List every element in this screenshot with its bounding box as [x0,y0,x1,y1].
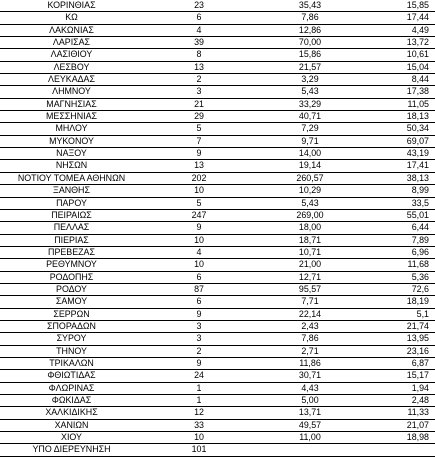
table-row [0,296,435,308]
average-cell: 5,43 [255,86,365,98]
region-name-cell: ΥΠΟ ΔΙΕΡΕΥΝΗΣΗ [0,444,143,456]
incidence-cell: 1,94 [365,382,435,394]
table-row [0,246,435,258]
average-cell: 5,00 [255,395,365,407]
incidence-cell: 23,16 [365,345,435,357]
average-cell: 7,29 [255,123,365,135]
table-row [0,61,435,73]
region-name-cell: ΜΗΛΟΥ [0,123,143,135]
average-cell: 7,86 [255,333,365,345]
new-cases-cell: 10 [143,185,255,197]
table-row [0,49,435,61]
table-row [0,432,435,444]
table-row [0,209,435,221]
region-name-cell: ΧΑΝΙΩΝ [0,419,143,431]
region-name-cell: ΡΟΔΟΥ [0,283,143,295]
incidence-cell: 21,07 [365,419,435,431]
table-row [0,135,435,147]
region-name-cell: ΠΡΕΒΕΖΑΣ [0,246,143,258]
incidence-cell: 2,48 [365,395,435,407]
region-name-cell: ΚΟΡΙΝΘΙΑΣ [0,0,143,12]
incidence-cell: 10,61 [365,49,435,61]
average-cell: 21,57 [255,61,365,73]
average-cell: 11,00 [255,432,365,444]
new-cases-cell: 1 [143,395,255,407]
table-row [0,160,435,172]
table-row [0,395,435,407]
average-cell: 13,71 [255,407,365,419]
region-name-cell: ΝΗΣΩΝ [0,160,143,172]
incidence-cell: 17,41 [365,160,435,172]
new-cases-cell: 6 [143,12,255,24]
new-cases-cell: 24 [143,370,255,382]
table-row [0,444,435,456]
incidence-cell: 69,07 [365,135,435,147]
region-name-cell: ΜΑΓΝΗΣΙΑΣ [0,98,143,110]
region-name-cell: ΦΩΚΙΔΑΣ [0,395,143,407]
incidence-cell: 17,44 [365,12,435,24]
incidence-cell: 50,34 [365,123,435,135]
incidence-cell: 11,05 [365,98,435,110]
incidence-cell: 5,36 [365,271,435,283]
incidence-cell: 17,38 [365,86,435,98]
incidence-cell: 72,6 [365,283,435,295]
new-cases-cell: 2 [143,345,255,357]
region-name-cell: ΧΙΟΥ [0,432,143,444]
incidence-cell: 11,68 [365,259,435,271]
average-cell: 260,57 [255,172,365,184]
average-cell: 18,71 [255,234,365,246]
new-cases-cell: 3 [143,333,255,345]
new-cases-cell: 13 [143,160,255,172]
average-cell: 7,71 [255,296,365,308]
average-cell: 10,71 [255,246,365,258]
average-cell: 12,86 [255,24,365,36]
incidence-cell: 4,49 [365,24,435,36]
incidence-cell: 18,13 [365,111,435,123]
incidence-cell [365,444,435,456]
table-row [0,12,435,24]
new-cases-cell: 9 [143,222,255,234]
region-name-cell: ΣΥΡΟΥ [0,333,143,345]
new-cases-cell: 1 [143,382,255,394]
new-cases-cell: 9 [143,308,255,320]
table-row [0,37,435,49]
table-row [0,185,435,197]
average-cell: 7,86 [255,12,365,24]
average-cell: 2,43 [255,320,365,332]
table-row [0,86,435,98]
table-row [0,333,435,345]
incidence-cell: 13,95 [365,333,435,345]
region-name-cell: ΠΑΡΟΥ [0,197,143,209]
average-cell: 21,00 [255,259,365,271]
average-cell: 30,71 [255,370,365,382]
new-cases-cell: 39 [143,37,255,49]
table-row [0,98,435,110]
new-cases-cell: 9 [143,357,255,369]
region-name-cell: ΛΗΜΝΟΥ [0,86,143,98]
incidence-cell: 15,85 [365,0,435,12]
table-row [0,24,435,36]
average-cell: 70,00 [255,37,365,49]
average-cell: 49,57 [255,419,365,431]
average-cell: 4,43 [255,382,365,394]
table-row [0,123,435,135]
region-name-cell: ΜΥΚΟΝΟΥ [0,135,143,147]
new-cases-cell: 8 [143,49,255,61]
new-cases-cell: 10 [143,259,255,271]
new-cases-cell: 6 [143,296,255,308]
region-name-cell: ΞΑΝΘΗΣ [0,185,143,197]
table-row [0,308,435,320]
new-cases-cell: 33 [143,419,255,431]
average-cell: 22,14 [255,308,365,320]
new-cases-cell: 2 [143,74,255,86]
table-row [0,407,435,419]
new-cases-cell: 87 [143,283,255,295]
new-cases-cell: 3 [143,320,255,332]
average-cell: 269,00 [255,209,365,221]
region-name-cell: ΛΕΥΚΑΔΑΣ [0,74,143,86]
new-cases-cell: 21 [143,98,255,110]
region-name-cell: ΣΑΜΟΥ [0,296,143,308]
average-cell: 95,57 [255,283,365,295]
region-name-cell: ΛΑΡΙΣΑΣ [0,37,143,49]
incidence-cell: 15,04 [365,61,435,73]
average-cell [255,444,365,456]
new-cases-cell: 9 [143,148,255,160]
region-name-cell: ΛΕΣΒΟΥ [0,61,143,73]
table-row [0,148,435,160]
new-cases-cell: 5 [143,123,255,135]
new-cases-cell: 247 [143,209,255,221]
average-cell: 11,86 [255,357,365,369]
incidence-cell: 6,96 [365,246,435,258]
table-row [0,345,435,357]
incidence-cell: 5,1 [365,308,435,320]
average-cell: 10,29 [255,185,365,197]
region-name-cell: ΦΛΩΡΙΝΑΣ [0,382,143,394]
incidence-cell: 7,89 [365,234,435,246]
new-cases-cell: 12 [143,407,255,419]
region-name-cell: ΝΟΤΙΟΥ ΤΟΜΕΑ ΑΘΗΝΩΝ [0,172,143,184]
incidence-cell: 6,44 [365,222,435,234]
region-name-cell: ΛΑΚΩΝΙΑΣ [0,24,143,36]
average-cell: 9,71 [255,135,365,147]
incidence-cell: 13,72 [365,37,435,49]
new-cases-cell: 13 [143,61,255,73]
incidence-cell: 21,74 [365,320,435,332]
incidence-cell: 55,01 [365,209,435,221]
table-row [0,283,435,295]
table-row [0,172,435,184]
table-row [0,197,435,209]
table-row [0,222,435,234]
incidence-cell: 33,5 [365,197,435,209]
average-cell: 18,00 [255,222,365,234]
table-row [0,320,435,332]
new-cases-cell: 23 [143,0,255,12]
new-cases-cell: 4 [143,24,255,36]
region-name-cell: ΠΕΙΡΑΙΩΣ [0,209,143,221]
table-row [0,382,435,394]
region-name-cell: ΚΩ [0,12,143,24]
incidence-cell: 6,87 [365,357,435,369]
average-cell: 15,86 [255,49,365,61]
average-cell: 14,00 [255,148,365,160]
incidence-cell: 15,17 [365,370,435,382]
table-row [0,234,435,246]
table-row [0,111,435,123]
new-cases-cell: 10 [143,234,255,246]
average-cell: 35,43 [255,0,365,12]
region-name-cell: ΧΑΛΚΙΔΙΚΗΣ [0,407,143,419]
table-row [0,357,435,369]
new-cases-cell: 7 [143,135,255,147]
region-name-cell: ΛΑΣΙΘΙΟΥ [0,49,143,61]
new-cases-cell: 29 [143,111,255,123]
incidence-cell: 18,19 [365,296,435,308]
new-cases-cell: 101 [143,444,255,456]
region-name-cell: ΝΑΞΟΥ [0,148,143,160]
region-name-cell: ΤΗΝΟΥ [0,345,143,357]
region-name-cell: ΡΕΘΥΜΝΟΥ [0,259,143,271]
region-name-cell: ΣΠΟΡΑΔΩΝ [0,320,143,332]
region-name-cell: ΠΕΛΛΑΣ [0,222,143,234]
incidence-cell: 18,98 [365,432,435,444]
region-name-cell: ΠΙΕΡΙΑΣ [0,234,143,246]
incidence-cell: 43,19 [365,148,435,160]
table-row [0,0,435,12]
new-cases-cell: 5 [143,197,255,209]
new-cases-cell: 6 [143,271,255,283]
table-row [0,74,435,86]
new-cases-cell: 3 [143,86,255,98]
average-cell: 5,43 [255,197,365,209]
table-row [0,370,435,382]
region-name-cell: ΜΕΣΣΗΝΙΑΣ [0,111,143,123]
new-cases-cell: 202 [143,172,255,184]
region-name-cell: ΦΘΙΩΤΙΔΑΣ [0,370,143,382]
average-cell: 19,14 [255,160,365,172]
incidence-cell: 11,33 [365,407,435,419]
average-cell: 3,29 [255,74,365,86]
table-row [0,419,435,431]
new-cases-cell: 4 [143,246,255,258]
average-cell: 2,71 [255,345,365,357]
region-name-cell: ΤΡΙΚΑΛΩΝ [0,357,143,369]
region-name-cell: ΣΕΡΡΩΝ [0,308,143,320]
incidence-cell: 8,44 [365,74,435,86]
incidence-cell: 8,99 [365,185,435,197]
region-name-cell: ΡΟΔΟΠΗΣ [0,271,143,283]
average-cell: 12,71 [255,271,365,283]
average-cell: 40,71 [255,111,365,123]
table-row [0,271,435,283]
new-cases-cell: 10 [143,432,255,444]
table-row [0,259,435,271]
average-cell: 33,29 [255,98,365,110]
incidence-cell: 38,13 [365,172,435,184]
